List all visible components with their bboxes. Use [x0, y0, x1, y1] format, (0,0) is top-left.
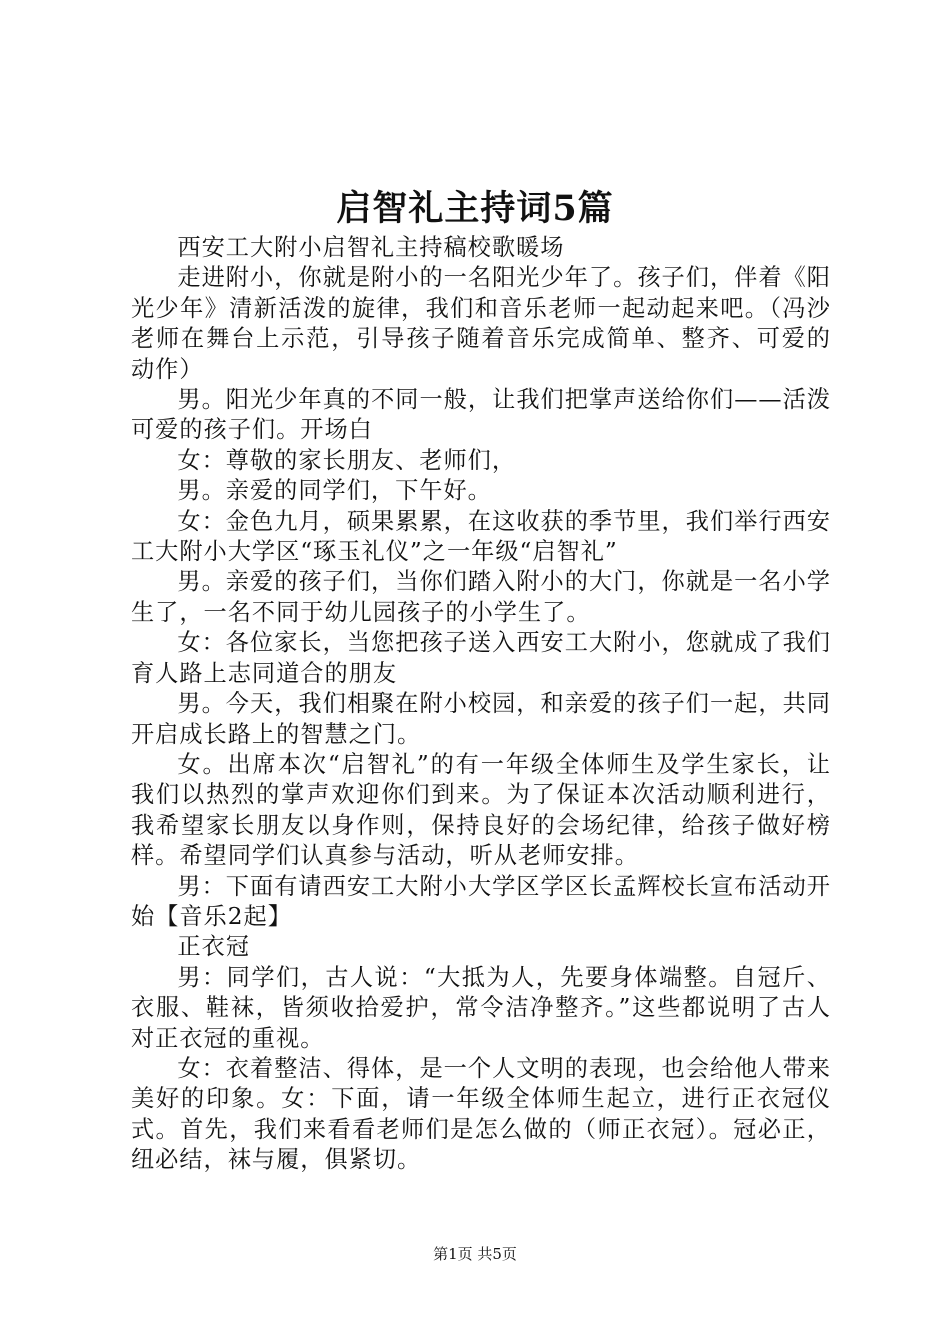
paragraph: 男：同学们，古人说：“大抵为人，先要身体端整。自冠斤、衣服、鞋袜，皆须收拾爱护，常令洁净整齐。”这些都说明了古人对正衣冠的重视。	[131, 963, 831, 1052]
paragraph: 女：金色九月，硕果累累，在这收获的季节里，我们举行西安工大附小大学区“琢玉礼仪”之一年级“启智礼”	[131, 507, 831, 566]
document-title: 启智礼主持词5篇	[336, 188, 614, 229]
paragraph: 男。亲爱的孩子们，当你们踏入附小的大门，你就是一名小学生了，一名不同于幼儿园孩子的小学生了。	[131, 568, 831, 626]
document-body	[131, 233, 831, 1176]
paragraph: 男。亲爱的同学们，下午好。	[177, 477, 492, 505]
paragraph: 男。今天，我们相聚在附小校园，和亲爱的孩子们一起，共同开启成长路上的智慧之门。	[131, 690, 831, 748]
paragraph: 男：下面有请西安工大附小大学区学区长孟辉校长宣布活动开始【音乐2起】	[131, 872, 831, 930]
paragraph: 走进附小，你就是附小的一名阳光少年了。孩子们，伴着《阳光少年》清新活泼的旋律，我们和音乐老师一起动起来吧。（冯沙老师在舞台上示范，引导孩子随着音乐完成简单、整齐、可爱的动作）	[131, 264, 831, 383]
section-heading: 正衣冠	[177, 933, 250, 961]
page-footer: 第1页 共5页	[433, 1245, 517, 1263]
paragraph: 男。阳光少年真的不同一般，让我们把掌声送给你们——活泼可爱的孩子们。开场白	[131, 386, 831, 444]
paragraph: 女：衣着整洁、得体，是一个人文明的表现，也会给他人带来美好的印象。女：下面，请一年级全体师生起立，进行正衣冠仪式。首先，我们来看看老师们是怎么做的（师正衣冠）。冠必正，纽必结，袜与履，俱紧切。	[131, 1054, 831, 1174]
paragraph: 女。出席本次“启智礼”的有一年级全体师生及学生家长，让我们以热烈的掌声欢迎你们到来。为了保证本次活动顺利进行，我希望家长朋友以身作则，保持良好的会场纪律，给孩子做好榜样。希望同学们认真参与活动，听从老师安排。	[131, 750, 831, 870]
paragraph: 女：各位家长，当您把孩子送入西安工大附小，您就成了我们育人路上志同道合的朋友	[131, 629, 831, 687]
paragraph: 西安工大附小启智礼主持稿校歌暖场	[177, 234, 565, 261]
paragraph: 女：尊敬的家长朋友、老师们，	[177, 446, 517, 474]
